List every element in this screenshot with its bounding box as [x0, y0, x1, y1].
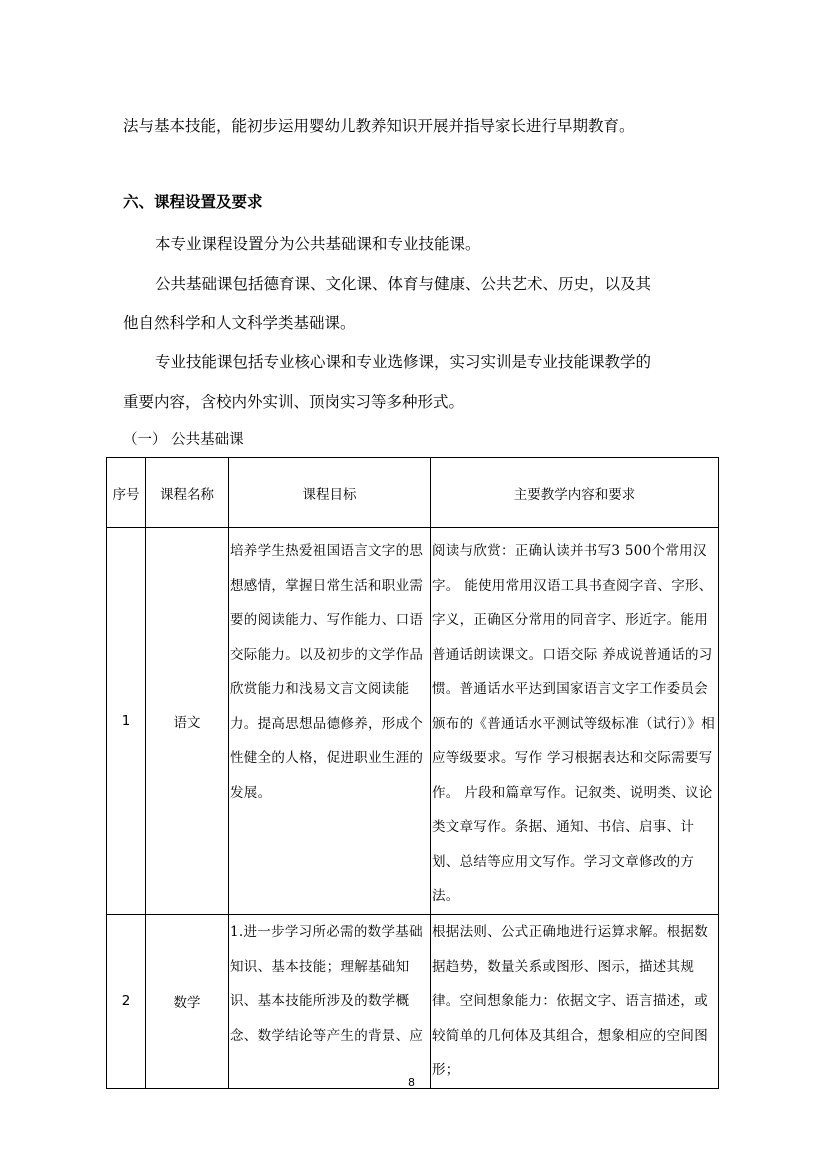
paragraph-2-line-1: 公共基础课包括德育课、文化课、体育与健康、公共艺术、历史，以及其	[155, 275, 652, 293]
table-row	[107, 915, 719, 1089]
paragraph-1: 本专业课程设置分为公共基础课和专业技能课。	[155, 235, 481, 253]
course-table	[106, 457, 719, 1089]
course-content-cell	[431, 528, 719, 915]
row-number: 1	[107, 528, 146, 915]
course-name: 数学	[146, 915, 229, 1089]
row-number: 2	[107, 915, 146, 1089]
page-number: 8	[408, 1076, 415, 1089]
paragraph-3-line-2: 重要内容，含校内外实训、顶岗实习等多种形式。	[123, 393, 465, 411]
table-row	[107, 528, 719, 915]
course-content: 阅读与欣赏：正确认读并书写3 500个常用汉字。 能使用常用汉语工具书查阅字音、字形、字义，正确区分常用的同音字、形近字。能用普通话朗读课文。口语交际 养成说普通话的习惯。普通话水平达到国家语言文字工作委员会颁布的《普通话水平测试等级标准（试行）》相应等级要求。写作 学习根据表达和交际需要写作。 片段和篇章写作。记叙类、说明类、议论类文章写作。条据、通知、书信、启事、计划、总结等应用文写作。学习文章修改的方法。	[432, 543, 716, 904]
intro-line: 法与基本技能，能初步运用婴幼儿教养知识开展并指导家长进行早期教育。	[123, 117, 635, 135]
course-goal-cell	[229, 528, 431, 915]
table-header-row	[107, 458, 719, 528]
course-content-cell	[431, 915, 719, 1089]
course-goal-cell	[229, 915, 431, 1089]
header-course-name: 课程名称	[146, 458, 229, 528]
course-name: 语文	[146, 528, 229, 915]
paragraph-2-line-2: 他自然科学和人文科学类基础课。	[123, 314, 356, 332]
course-goal: 培养学生热爱祖国语言文字的思想感情，掌握日常生活和职业需要的阅读能力、写作能力、口语交际能力。以及初步的文学作品欣赏能力和浅易文言文阅读能力。提高思想品德修养，形成个性健全的人格，促进职业生涯的发展。	[230, 543, 424, 801]
header-course-goal: 课程目标	[229, 458, 431, 528]
course-goal: 1.进一步学习所必需的数学基础知识、基本技能；理解基础知识、基本技能所涉及的数学概念、数学结论等产生的背景、应	[230, 924, 424, 1044]
header-course-content: 主要教学内容和要求	[431, 458, 719, 528]
paragraph-3-line-1: 专业技能课包括专业核心课和专业选修课，实习实训是专业技能课教学的	[155, 353, 652, 371]
course-content: 根据法则、公式正确地进行运算求解。根据数据趋势，数量关系或图形、图示，描述其规律。空间想象能力：依据文字、语言描述，或较简单的几何体及其组合，想象相应的空间图形；	[432, 924, 708, 1078]
header-number: 序号	[107, 458, 146, 528]
subsection-title: （一） 公共基础课	[123, 432, 244, 448]
section-title: 六、课程设置及要求	[123, 193, 263, 211]
